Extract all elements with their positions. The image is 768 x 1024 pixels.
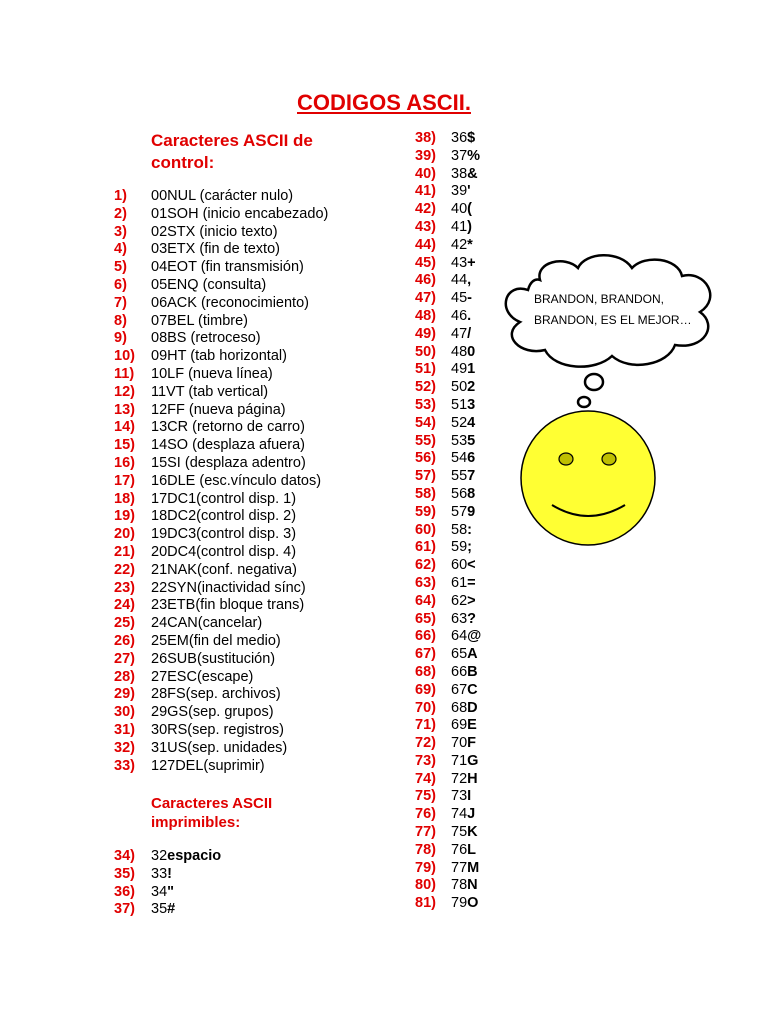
item-number: 26) bbox=[114, 632, 135, 649]
item-number: 51) bbox=[415, 361, 436, 378]
item-number: 27) bbox=[114, 650, 135, 667]
item-number: 28) bbox=[114, 668, 135, 685]
item-character: E bbox=[467, 717, 477, 734]
item-character: / bbox=[467, 325, 472, 342]
item-description: FF (nueva página) bbox=[167, 401, 286, 418]
item-character: @ bbox=[467, 628, 482, 645]
bubble-text: BRANDON, BRANDON, BRANDON, ES EL MEJOR… bbox=[534, 292, 692, 327]
item-number: 61) bbox=[415, 539, 436, 556]
item-number: 21) bbox=[114, 543, 135, 560]
item-number: 10) bbox=[114, 348, 135, 365]
item-character: L bbox=[467, 841, 476, 858]
item-number: 49) bbox=[415, 325, 436, 342]
item-number: 68) bbox=[415, 663, 436, 680]
item-character: K bbox=[467, 824, 478, 841]
item-number: 34) bbox=[114, 848, 135, 864]
item-number: 52) bbox=[415, 379, 436, 396]
item-number: 4) bbox=[114, 241, 127, 258]
item-number: 56) bbox=[415, 450, 436, 467]
item-description: CAN(cancelar) bbox=[167, 615, 263, 632]
item-number: 80) bbox=[415, 877, 436, 894]
item-description: DLE (esc.vínculo datos) bbox=[167, 472, 322, 489]
item-code: 09 bbox=[151, 348, 168, 365]
item-description: RS(sep. registros) bbox=[167, 721, 284, 738]
item-character: , bbox=[467, 272, 472, 289]
item-code: 44 bbox=[451, 272, 468, 289]
item-code: 31 bbox=[151, 739, 168, 756]
item-code: 32 bbox=[151, 848, 168, 864]
item-code: 30 bbox=[151, 721, 168, 738]
item-number: 66) bbox=[415, 628, 436, 645]
item-number: 50) bbox=[415, 343, 436, 360]
item-description: DC4(control disp. 4) bbox=[167, 543, 297, 560]
item-character: D bbox=[467, 699, 478, 716]
item-description: BEL (timbre) bbox=[167, 312, 248, 329]
item-code: 24 bbox=[151, 615, 168, 632]
item-character: 8 bbox=[467, 485, 476, 502]
item-code: 42 bbox=[451, 236, 468, 253]
item-code: 60 bbox=[451, 557, 468, 574]
item-number: 8) bbox=[114, 312, 127, 329]
item-character: 6 bbox=[467, 450, 476, 467]
item-code: 27 bbox=[151, 668, 168, 685]
item-code: 76 bbox=[451, 841, 468, 858]
item-number: 35) bbox=[114, 865, 135, 882]
item-character: > bbox=[467, 592, 476, 609]
section-heading-printable: Caracteres ASCII imprimibles: bbox=[151, 795, 273, 831]
item-character: 1 bbox=[467, 361, 476, 378]
item-code: 15 bbox=[151, 454, 168, 471]
item-code: 52 bbox=[451, 414, 468, 431]
item-character: 3 bbox=[467, 396, 476, 413]
item-number: 9) bbox=[114, 330, 127, 347]
item-code: 61 bbox=[451, 574, 468, 591]
item-number: 13) bbox=[114, 401, 135, 418]
item-number: 47) bbox=[415, 290, 436, 307]
item-code: 57 bbox=[451, 503, 468, 520]
item-number: 11) bbox=[114, 365, 135, 382]
item-code: 38 bbox=[451, 165, 468, 182]
item-character: 9 bbox=[467, 503, 476, 520]
item-code: 64 bbox=[451, 628, 468, 645]
item-number: 78) bbox=[415, 841, 436, 858]
item-number: 31) bbox=[114, 721, 135, 738]
item-code: 02 bbox=[151, 223, 168, 240]
item-code: 45 bbox=[451, 290, 468, 307]
item-code: 25 bbox=[151, 632, 168, 649]
item-description: STX (inicio texto) bbox=[167, 223, 278, 240]
item-number: 15) bbox=[114, 437, 135, 454]
item-description: SYN(inactividad sínc) bbox=[167, 579, 306, 596]
item-number: 32) bbox=[114, 739, 135, 756]
item-description: SOH (inicio encabezado) bbox=[167, 205, 329, 222]
item-description: ENQ (consulta) bbox=[167, 276, 267, 293]
item-number: 69) bbox=[415, 681, 436, 698]
item-character: & bbox=[467, 165, 478, 182]
item-description: SI (desplaza adentro) bbox=[167, 454, 306, 471]
item-code: 16 bbox=[151, 472, 168, 489]
item-character: " bbox=[167, 883, 175, 900]
item-code: 33 bbox=[151, 865, 168, 882]
item-code: 41 bbox=[451, 218, 468, 235]
item-number: 71) bbox=[415, 717, 436, 734]
item-code: 07 bbox=[151, 312, 168, 329]
item-description: GS(sep. grupos) bbox=[167, 704, 274, 721]
item-description: DC1(control disp. 1) bbox=[167, 490, 297, 507]
item-description: CR (retorno de carro) bbox=[167, 419, 305, 436]
item-character: 7 bbox=[467, 468, 476, 485]
item-code: 53 bbox=[451, 432, 468, 449]
item-code: 68 bbox=[451, 699, 468, 716]
item-code: 56 bbox=[451, 485, 468, 502]
item-description: ETB(fin bloque trans) bbox=[167, 597, 305, 614]
item-code: 73 bbox=[451, 788, 468, 805]
item-character: # bbox=[167, 901, 176, 918]
item-code: 14 bbox=[151, 437, 168, 454]
item-code: 51 bbox=[451, 396, 468, 413]
item-character: 0 bbox=[467, 343, 476, 360]
item-number: 12) bbox=[114, 383, 135, 400]
item-number: 17) bbox=[114, 472, 135, 489]
item-code: 67 bbox=[451, 681, 468, 698]
item-description: VT (tab vertical) bbox=[166, 383, 269, 400]
item-code: 48 bbox=[451, 343, 468, 360]
item-character: - bbox=[467, 290, 472, 307]
item-character: O bbox=[467, 895, 479, 912]
item-character: 5 bbox=[467, 432, 476, 449]
item-code: 74 bbox=[451, 806, 468, 823]
item-character: J bbox=[467, 806, 476, 823]
item-description: US(sep. unidades) bbox=[167, 739, 288, 756]
item-number: 65) bbox=[415, 610, 436, 627]
item-number: 39) bbox=[415, 147, 436, 164]
item-description: ACK (reconocimiento) bbox=[167, 294, 309, 311]
item-number: 70) bbox=[415, 699, 436, 716]
item-number: 5) bbox=[114, 259, 127, 276]
item-number: 7) bbox=[114, 294, 127, 311]
item-number: 30) bbox=[114, 704, 135, 721]
item-code: 77 bbox=[451, 859, 468, 876]
item-number: 76) bbox=[415, 806, 436, 823]
item-number: 25) bbox=[114, 615, 135, 632]
item-character: I bbox=[467, 788, 472, 805]
item-code: 01 bbox=[151, 205, 168, 222]
item-description: SO (desplaza afuera) bbox=[167, 437, 305, 454]
item-code: 06 bbox=[151, 294, 168, 311]
item-code: 70 bbox=[451, 735, 468, 752]
item-code: 55 bbox=[451, 468, 468, 485]
item-character: < bbox=[467, 557, 476, 574]
item-code: 34 bbox=[151, 883, 168, 900]
item-code: 19 bbox=[151, 526, 168, 543]
item-number: 63) bbox=[415, 574, 436, 591]
item-description: EM(fin del medio) bbox=[167, 632, 281, 649]
item-character: ! bbox=[167, 865, 172, 882]
item-description: NUL (carácter nulo) bbox=[167, 188, 294, 204]
item-code: 03 bbox=[151, 241, 168, 258]
item-character: G bbox=[467, 752, 479, 769]
item-character: F bbox=[467, 735, 476, 752]
item-code: 12 bbox=[151, 401, 168, 418]
page-title: CODIGOS ASCII. bbox=[297, 90, 471, 115]
item-code: 28 bbox=[151, 686, 168, 703]
item-code: 00 bbox=[151, 188, 168, 204]
item-code: 22 bbox=[151, 579, 168, 596]
item-number: 23) bbox=[114, 579, 135, 596]
item-code: 47 bbox=[451, 325, 468, 342]
item-number: 42) bbox=[415, 201, 436, 218]
item-number: 72) bbox=[415, 735, 436, 752]
item-character: * bbox=[467, 236, 473, 253]
item-code: 08 bbox=[151, 330, 168, 347]
item-code: 39 bbox=[451, 183, 468, 200]
item-character: A bbox=[467, 646, 478, 663]
item-code: 65 bbox=[451, 646, 468, 663]
item-number: 6) bbox=[114, 276, 127, 293]
item-character: = bbox=[467, 574, 476, 591]
item-character: C bbox=[467, 681, 478, 698]
item-character: 4 bbox=[467, 414, 476, 431]
item-number: 2) bbox=[114, 205, 127, 222]
item-number: 62) bbox=[415, 557, 436, 574]
item-code: 72 bbox=[451, 770, 468, 787]
item-number: 44) bbox=[415, 236, 436, 253]
item-description: DC2(control disp. 2) bbox=[167, 508, 297, 525]
item-number: 1) bbox=[114, 188, 127, 204]
item-number: 45) bbox=[415, 254, 436, 271]
item-code: 26 bbox=[151, 650, 168, 667]
item-number: 24) bbox=[114, 597, 135, 614]
item-description: LF (nueva línea) bbox=[167, 365, 273, 382]
item-code: 05 bbox=[151, 276, 168, 293]
item-character: % bbox=[467, 147, 481, 164]
item-description: BS (retroceso) bbox=[167, 330, 261, 347]
item-number: 74) bbox=[415, 770, 436, 787]
item-description: HT (tab horizontal) bbox=[167, 348, 287, 365]
item-number: 57) bbox=[415, 468, 436, 485]
item-code: 17 bbox=[151, 490, 168, 507]
item-character: ' bbox=[467, 183, 471, 200]
item-character: ? bbox=[467, 610, 476, 627]
item-code: 40 bbox=[451, 201, 468, 218]
item-character: . bbox=[467, 307, 472, 324]
item-code: 59 bbox=[451, 539, 468, 556]
item-code: 62 bbox=[451, 592, 468, 609]
item-number: 29) bbox=[114, 686, 135, 703]
item-code: 11 bbox=[151, 383, 167, 400]
item-number: 48) bbox=[415, 307, 436, 324]
item-code: 36 bbox=[451, 130, 468, 146]
item-number: 67) bbox=[415, 646, 436, 663]
item-number: 37) bbox=[114, 901, 135, 918]
item-code: 50 bbox=[451, 379, 468, 396]
item-character: espacio bbox=[167, 848, 222, 864]
item-character: $ bbox=[467, 130, 476, 146]
item-code: 46 bbox=[451, 307, 468, 324]
item-code: 49 bbox=[451, 361, 468, 378]
item-character: ; bbox=[467, 539, 472, 556]
item-number: 33) bbox=[114, 757, 135, 774]
section-heading-control: Caracteres ASCII de control: bbox=[151, 131, 313, 172]
item-character: H bbox=[467, 770, 478, 787]
item-number: 36) bbox=[114, 883, 135, 900]
item-code: 04 bbox=[151, 259, 168, 276]
item-code: 35 bbox=[151, 901, 168, 918]
item-number: 38) bbox=[415, 130, 436, 146]
item-code: 66 bbox=[451, 663, 468, 680]
item-number: 55) bbox=[415, 432, 436, 449]
item-description: EOT (fin transmisión) bbox=[167, 259, 304, 276]
item-character: ) bbox=[467, 218, 472, 235]
item-number: 22) bbox=[114, 561, 135, 578]
item-code: 18 bbox=[151, 508, 168, 525]
item-description: ESC(escape) bbox=[167, 668, 254, 685]
item-number: 59) bbox=[415, 503, 436, 520]
item-code: 75 bbox=[451, 824, 468, 841]
item-number: 20) bbox=[114, 526, 135, 543]
item-description: SUB(sustitución) bbox=[167, 650, 276, 667]
item-description: ETX (fin de texto) bbox=[167, 241, 280, 258]
item-number: 54) bbox=[415, 414, 436, 431]
item-number: 79) bbox=[415, 859, 436, 876]
item-code: 23 bbox=[151, 597, 168, 614]
item-code: 127 bbox=[151, 757, 176, 774]
item-code: 54 bbox=[451, 450, 468, 467]
item-code: 63 bbox=[451, 610, 468, 627]
item-character: ( bbox=[467, 201, 472, 218]
item-number: 41) bbox=[415, 183, 436, 200]
thought-bubble-icon bbox=[506, 255, 710, 407]
smiley-face-icon bbox=[521, 411, 655, 545]
item-character: + bbox=[467, 254, 476, 271]
item-character: M bbox=[467, 859, 480, 876]
item-description: DEL(suprimir) bbox=[175, 757, 265, 774]
item-number: 77) bbox=[415, 824, 436, 841]
item-description: FS(sep. archivos) bbox=[167, 686, 281, 703]
item-code: 29 bbox=[151, 704, 168, 721]
item-code: 69 bbox=[451, 717, 468, 734]
item-number: 14) bbox=[114, 419, 135, 436]
item-number: 58) bbox=[415, 485, 436, 502]
item-number: 81) bbox=[415, 895, 436, 912]
item-number: 18) bbox=[114, 490, 135, 507]
item-character: 2 bbox=[467, 379, 476, 396]
item-number: 19) bbox=[114, 508, 135, 525]
item-character: : bbox=[467, 521, 472, 538]
item-code: 10 bbox=[151, 365, 168, 382]
item-number: 43) bbox=[415, 218, 436, 235]
item-number: 3) bbox=[114, 223, 127, 240]
item-code: 43 bbox=[451, 254, 468, 271]
item-description: DC3(control disp. 3) bbox=[167, 526, 297, 543]
item-number: 75) bbox=[415, 788, 436, 805]
item-number: 60) bbox=[415, 521, 436, 538]
item-code: 79 bbox=[451, 895, 468, 912]
item-code: 71 bbox=[451, 752, 468, 769]
item-number: 73) bbox=[415, 752, 436, 769]
item-character: N bbox=[467, 877, 478, 894]
item-code: 21 bbox=[151, 561, 168, 578]
item-code: 13 bbox=[151, 419, 168, 436]
item-number: 46) bbox=[415, 272, 436, 289]
item-description: NAK(conf. negativa) bbox=[167, 561, 297, 578]
item-code: 78 bbox=[451, 877, 468, 894]
item-character: B bbox=[467, 663, 478, 680]
item-code: 58 bbox=[451, 521, 468, 538]
item-number: 16) bbox=[114, 454, 135, 471]
item-code: 37 bbox=[451, 147, 468, 164]
item-number: 64) bbox=[415, 592, 436, 609]
item-number: 40) bbox=[415, 165, 436, 182]
item-number: 53) bbox=[415, 396, 436, 413]
item-code: 20 bbox=[151, 543, 168, 560]
